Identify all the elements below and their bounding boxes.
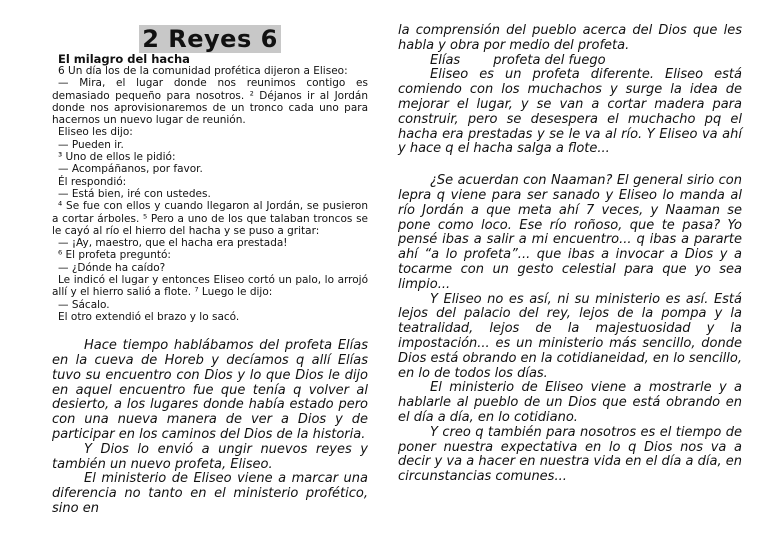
bible-passage xyxy=(52,65,368,323)
reflection-left xyxy=(52,339,368,517)
reflection-paragraph: El ministerio de Eliseo viene a mostrarle y a hablarle al pueblo de un Dios que está obrando en el día a día, en lo cotidiano. xyxy=(398,380,742,425)
reflection-paragraph: El ministerio de Eliseo viene a marcar una diferencia no tanto en el ministerio profético, sino en xyxy=(52,471,368,516)
title-wrap xyxy=(52,25,368,53)
dialogue-line: — Sácalo. xyxy=(58,298,110,311)
reflection-paragraph: Eliseo es un profeta diferente. Eliseo está comiendo con los muchachos y surge la idea de mejorar el lugar, y se van a cortar madera para construir, pero se desespera el muchacho pq el hacha era prestadas y se le va al río. Y Eliseo va ahí y hace q el hacha salga a flote... xyxy=(398,67,742,157)
narration-line: Él respondió: xyxy=(58,175,127,188)
dialogue-line: — Está bien, iré con ustedes. xyxy=(58,187,211,200)
reflection-paragraph: ¿Se acuerdan con Naaman? El general sirio con lepra q viene para ser sanado y Eliseo lo manda al río Jordán a que meta ahí 7 veces, y Naaman se pone como loco. Ese río roñoso, que te pasa? Yo pensé ibas a salir a mi encuentro... q ibas a pararte ahí “a lo profeta”... que ibas a invocar a Dios y a tocarme con un gesto celestial para que yo sea limpio... xyxy=(398,173,742,292)
reflection-paragraph: la comprensión del pueblo acerca del Dios que les habla y obra por medio del profeta. xyxy=(398,23,742,53)
left-column xyxy=(52,0,368,517)
reflection-paragraph: Hace tiempo hablábamos del profeta Elías en la cueva de Horeb y decíamos q allí Elías tuvo su encuentro con Dios y lo que Dios le dijo en aquel encuentro fue que tenía q volver al desierto, a los lugares donde había estado pero con una nueva manera de ver a Dios y de participar en los caminos del Dios de la historia. xyxy=(52,338,368,443)
reflection-paragraph: Y Dios lo envió a ungir nuevos reyes y también un nuevo profeta, Eliseo. xyxy=(52,441,368,472)
page-title: 2 Reyes 6 xyxy=(139,25,281,53)
dialogue-line: — ¿Dónde ha caído? xyxy=(58,261,166,274)
dialogue-line: — Acompáñanos, por favor. xyxy=(58,163,203,176)
right-column xyxy=(398,0,742,485)
reflection-right-top xyxy=(398,24,742,157)
narration-line: Eliseo les dijo: xyxy=(58,126,133,139)
dialogue-line: — ¡Ay, maestro, que el hacha era prestada! xyxy=(58,237,288,250)
verse-6-7: Le indicó el lugar y entonces Eliseo cortó un palo, lo arrojó allí y el hierro salió a flote. ⁷ Luego le dijo: xyxy=(52,274,368,299)
reflection-right-bottom xyxy=(398,174,742,485)
narration-line: El otro extendió el brazo y lo sacó. xyxy=(58,310,240,323)
reflection-note: Elías profeta del fuego xyxy=(430,52,606,68)
reflection-paragraph: Y Eliseo no es así, ni su ministerio es así. Está lejos del palacio del rey, lejos de la pompa y la teatralidad, lejos de la majestuosidad y la impostación... es un ministerio más sencillo, donde Dios está obrando en la cotidianeidad, en lo sencillo, en lo de todos los días. xyxy=(398,291,742,381)
passage-subtitle: El milagro del hacha xyxy=(58,52,190,66)
paragraph-gap xyxy=(398,157,742,174)
dialogue-line: — Pueden ir. xyxy=(58,138,124,151)
verse-3: ³ Uno de ellos le pidió: xyxy=(58,151,176,164)
verse-1: 6 Un día los de la comunidad profética dijeron a Eliseo: xyxy=(58,65,348,77)
reflection-paragraph: Y creo q también para nosotros es el tiempo de poner nuestra expectativa en lo q Dios nos va a decir y va a hacer en nuestra vida en el día a día, en circunstancias comunes... xyxy=(398,424,742,485)
verse-4-5: ⁴ Se fue con ellos y cuando llegaron al Jordán, se pusieron a cortar árboles. ⁵ Pero a uno de los que talaban troncos se le cayó al río el hierro del hacha y se puso a gritar: xyxy=(52,200,368,237)
verse-1-2: — Mira, el lugar donde nos reunimos contigo es demasiado pequeño para nosotros. ² Déjanos ir al Jordán donde nos aprovisionaremos de un tronco cada uno para hacernos un nuevo lugar de reunión. xyxy=(52,77,368,127)
verse-6: ⁶ El profeta preguntó: xyxy=(58,249,171,262)
